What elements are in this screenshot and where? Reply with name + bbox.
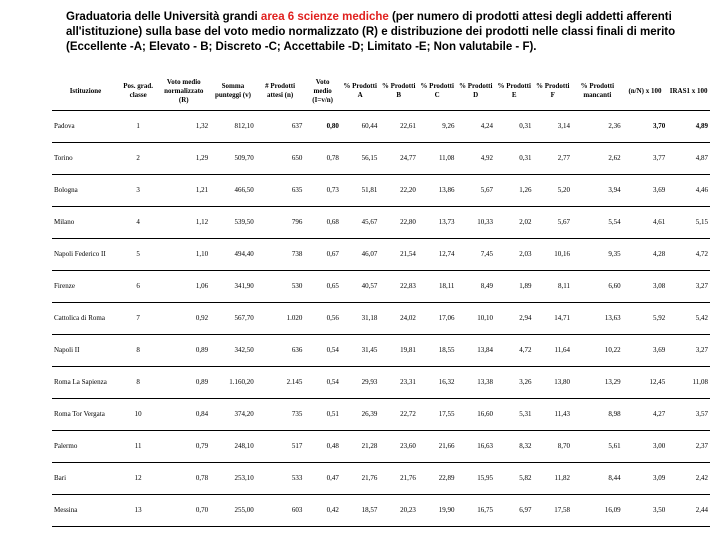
table-cell: 0,89 [157, 335, 210, 367]
table-cell: 5,82 [495, 463, 534, 495]
table-cell: 2,37 [667, 431, 710, 463]
table-cell: 738 [256, 239, 305, 271]
table-cell: 17,06 [418, 303, 457, 335]
table-cell: 8,49 [456, 271, 495, 303]
table-cell: 255,00 [210, 495, 256, 527]
table-cell: 3,00 [623, 431, 668, 463]
table-row [52, 143, 710, 175]
table-cell: 10,16 [533, 239, 572, 271]
table-cell: 21,76 [379, 463, 418, 495]
table-cell: 18,55 [418, 335, 457, 367]
table-cell: 0,78 [157, 463, 210, 495]
column-header: Pos. grad. classe [123, 82, 154, 99]
table-cell: 812,10 [210, 111, 256, 143]
institution-cell: Messina [52, 495, 119, 527]
table-cell: 7 [119, 303, 158, 335]
institution-cell: Torino [52, 143, 119, 175]
table-cell: 650 [256, 143, 305, 175]
table-cell: 0,42 [304, 495, 340, 527]
table-cell: 530 [256, 271, 305, 303]
table-cell: 8,11 [533, 271, 572, 303]
table-cell: 1 [119, 111, 158, 143]
table-cell: 4,28 [623, 239, 668, 271]
table-cell: 4,72 [495, 335, 534, 367]
table-row [52, 175, 710, 207]
table-cell: 11,64 [533, 335, 572, 367]
table-cell: 51,81 [341, 175, 380, 207]
table-cell: 2 [119, 143, 158, 175]
table-cell: 0,67 [304, 239, 340, 271]
table-cell: 636 [256, 335, 305, 367]
table-cell: 0,54 [304, 335, 340, 367]
page-title [66, 10, 711, 55]
table-cell: 13,38 [456, 367, 495, 399]
table-cell: 3,94 [572, 175, 623, 207]
column-header: Voto medio (I=v/n) [312, 77, 333, 104]
institution-cell: Milano [52, 207, 119, 239]
table-cell: 19,81 [379, 335, 418, 367]
table-cell: 18,11 [418, 271, 457, 303]
table-cell: 29,93 [341, 367, 380, 399]
table-cell: 13,29 [572, 367, 623, 399]
table-cell: 15,95 [456, 463, 495, 495]
table-cell: 26,39 [341, 399, 380, 431]
table-cell: 0,89 [157, 367, 210, 399]
table-row [52, 431, 710, 463]
table-cell: 0,80 [304, 111, 340, 143]
table-cell: 11,82 [533, 463, 572, 495]
table-cell: 2,36 [572, 111, 623, 143]
table-cell: 17,55 [418, 399, 457, 431]
table-cell: 13,63 [572, 303, 623, 335]
table-cell: 3,26 [495, 367, 534, 399]
table-cell: 3,09 [623, 463, 668, 495]
table-cell: 12 [119, 463, 158, 495]
table-cell: 1,32 [157, 111, 210, 143]
table-cell: 3,70 [623, 111, 668, 143]
table-cell: 0,84 [157, 399, 210, 431]
table-cell: 6 [119, 271, 158, 303]
table-cell: 0,47 [304, 463, 340, 495]
institution-cell: Bari [52, 463, 119, 495]
table-body [52, 111, 710, 527]
table-cell: 19,90 [418, 495, 457, 527]
table-cell: 0,54 [304, 367, 340, 399]
table-cell: 8,44 [572, 463, 623, 495]
table-cell: 5 [119, 239, 158, 271]
table-cell: 466,50 [210, 175, 256, 207]
table-cell: 22,83 [379, 271, 418, 303]
table-cell: 517 [256, 431, 305, 463]
table-cell: 11,08 [667, 367, 710, 399]
table-cell: 3,08 [623, 271, 668, 303]
table-cell: 2,02 [495, 207, 534, 239]
table-cell: 11 [119, 431, 158, 463]
institution-cell: Roma La Sapienza [52, 367, 119, 399]
table-cell: 4,72 [667, 239, 710, 271]
table-cell: 13,80 [533, 367, 572, 399]
table-cell: 23,31 [379, 367, 418, 399]
institution-cell: Cattolica di Roma [52, 303, 119, 335]
institution-cell: Padova [52, 111, 119, 143]
table-row [52, 335, 710, 367]
table-cell: 5,67 [533, 207, 572, 239]
table-cell: 8,32 [495, 431, 534, 463]
institution-cell: Napoli II [52, 335, 119, 367]
table-cell: 21,76 [341, 463, 380, 495]
column-header: (n/N) x 100 [628, 86, 662, 95]
table-cell: 16,75 [456, 495, 495, 527]
table-cell: 31,18 [341, 303, 380, 335]
table-row [52, 399, 710, 431]
column-header: % Prodotti E [497, 82, 531, 99]
table-cell: 2,94 [495, 303, 534, 335]
table-cell: 3,57 [667, 399, 710, 431]
column-header: % Prodotti mancanti [580, 82, 615, 99]
table-cell: 374,20 [210, 399, 256, 431]
table-cell: 1,29 [157, 143, 210, 175]
table-cell: 3,27 [667, 335, 710, 367]
table-cell: 46,07 [341, 239, 380, 271]
table-cell: 24,77 [379, 143, 418, 175]
table-cell: 8 [119, 335, 158, 367]
table-cell: 5,15 [667, 207, 710, 239]
table-cell: 342,50 [210, 335, 256, 367]
table-cell: 18,57 [341, 495, 380, 527]
table-row [52, 111, 710, 143]
table-cell: 5,20 [533, 175, 572, 207]
table-cell: 17,58 [533, 495, 572, 527]
table-cell: 22,72 [379, 399, 418, 431]
table-cell: 796 [256, 207, 305, 239]
table-cell: 5,31 [495, 399, 534, 431]
column-header: Istituzione [69, 86, 102, 95]
table-cell: 0,70 [157, 495, 210, 527]
table-cell: 12,45 [623, 367, 668, 399]
table-row [52, 271, 710, 303]
column-header: % Prodotti B [381, 82, 416, 99]
table-cell: 4,87 [667, 143, 710, 175]
table-cell: 3,77 [623, 143, 668, 175]
table-cell: 635 [256, 175, 305, 207]
table-cell: 0,48 [304, 431, 340, 463]
table-cell: 12,74 [418, 239, 457, 271]
table-cell: 603 [256, 495, 305, 527]
table-cell: 0,68 [304, 207, 340, 239]
table-row [52, 367, 710, 399]
table-cell: 1,26 [495, 175, 534, 207]
ranking-table-container [52, 72, 710, 514]
table-cell: 22,61 [379, 111, 418, 143]
ranking-table [52, 72, 710, 527]
table-cell: 8 [119, 367, 158, 399]
table-cell: 1,12 [157, 207, 210, 239]
table-cell: 1,06 [157, 271, 210, 303]
table-cell: 0,31 [495, 143, 534, 175]
table-cell: 23,60 [379, 431, 418, 463]
table-cell: 10 [119, 399, 158, 431]
table-cell: 533 [256, 463, 305, 495]
table-cell: 0,92 [157, 303, 210, 335]
title-part1: Graduatoria delle Università grandi [66, 11, 261, 23]
table-cell: 40,57 [341, 271, 380, 303]
table-cell: 539,50 [210, 207, 256, 239]
title-highlight: area 6 scienze mediche [260, 11, 389, 23]
table-cell: 4,27 [623, 399, 668, 431]
table-cell: 14,71 [533, 303, 572, 335]
table-cell: 22,20 [379, 175, 418, 207]
table-cell: 1,21 [157, 175, 210, 207]
table-row [52, 239, 710, 271]
table-cell: 0,31 [495, 111, 534, 143]
institution-cell: Palermo [52, 431, 119, 463]
table-cell: 1.020 [256, 303, 305, 335]
table-cell: 0,78 [304, 143, 340, 175]
table-cell: 4,89 [667, 111, 710, 143]
table-cell: 9,26 [418, 111, 457, 143]
table-cell: 567,70 [210, 303, 256, 335]
table-cell: 1,10 [157, 239, 210, 271]
table-cell: 3,69 [623, 175, 668, 207]
table-cell: 4,46 [667, 175, 710, 207]
table-cell: 4 [119, 207, 158, 239]
table-row [52, 207, 710, 239]
column-header: # Prodotti attesi (n) [265, 82, 296, 99]
table-cell: 10,33 [456, 207, 495, 239]
table-cell: 13 [119, 495, 158, 527]
table-cell: 4,24 [456, 111, 495, 143]
table-cell: 21,28 [341, 431, 380, 463]
table-cell: 3,27 [667, 271, 710, 303]
table-cell: 56,15 [341, 143, 380, 175]
table-cell: 8,98 [572, 399, 623, 431]
table-cell: 4,61 [623, 207, 668, 239]
table-cell: 16,60 [456, 399, 495, 431]
table-cell: 0,51 [304, 399, 340, 431]
table-cell: 13,73 [418, 207, 457, 239]
table-cell: 1.160,20 [210, 367, 256, 399]
table-cell: 253,10 [210, 463, 256, 495]
table-cell: 1,89 [495, 271, 534, 303]
table-cell: 5,61 [572, 431, 623, 463]
column-header: % Prodotti C [420, 82, 454, 99]
table-cell: 60,44 [341, 111, 380, 143]
table-cell: 10,22 [572, 335, 623, 367]
table-cell: 494,40 [210, 239, 256, 271]
table-cell: 7,45 [456, 239, 495, 271]
table-cell: 5,42 [667, 303, 710, 335]
table-cell: 3,69 [623, 335, 668, 367]
table-cell: 248,10 [210, 431, 256, 463]
table-cell: 11,43 [533, 399, 572, 431]
table-row [52, 495, 710, 527]
table-cell: 4,92 [456, 143, 495, 175]
table-cell: 735 [256, 399, 305, 431]
table-cell: 11,08 [418, 143, 457, 175]
table-cell: 8,70 [533, 431, 572, 463]
table-cell: 20,23 [379, 495, 418, 527]
table-cell: 21,66 [418, 431, 457, 463]
table-cell: 10,10 [456, 303, 495, 335]
table-cell: 9,35 [572, 239, 623, 271]
table-row [52, 303, 710, 335]
table-cell: 45,67 [341, 207, 380, 239]
institution-cell: Roma Tor Vergata [52, 399, 119, 431]
table-cell: 637 [256, 111, 305, 143]
table-cell: 13,84 [456, 335, 495, 367]
column-header: IRAS1 x 100 [669, 86, 708, 95]
table-cell: 3,50 [623, 495, 668, 527]
table-cell: 2,44 [667, 495, 710, 527]
column-header: % Prodotti A [343, 82, 377, 99]
table-cell: 16,63 [456, 431, 495, 463]
institution-cell: Napoli Federico II [52, 239, 119, 271]
table-cell: 3 [119, 175, 158, 207]
table-cell: 6,60 [572, 271, 623, 303]
column-header: Somma punteggi (v) [214, 82, 251, 99]
table-cell: 2,62 [572, 143, 623, 175]
table-cell: 2.145 [256, 367, 305, 399]
table-cell: 31,45 [341, 335, 380, 367]
title-part2: (per numero di prodotti attesi degli addetti afferenti all'istituzione) sulla base del voto medio normalizzato (R) e distribuzione dei prodotti nelle classi finali di merito (Eccellente -A; Elevato - B; Discreto -C; Accettabile -D; Limitato -E; Non valutabile - F). [66, 11, 676, 53]
institution-cell: Firenze [52, 271, 119, 303]
table-cell: 341,90 [210, 271, 256, 303]
table-cell: 0,65 [304, 271, 340, 303]
column-header: Voto medio normalizzato (R) [164, 77, 204, 104]
table-cell: 2,77 [533, 143, 572, 175]
table-cell: 509,70 [210, 143, 256, 175]
table-cell: 2,42 [667, 463, 710, 495]
institution-cell: Bologna [52, 175, 119, 207]
table-cell: 0,79 [157, 431, 210, 463]
table-cell: 0,73 [304, 175, 340, 207]
table-cell: 22,80 [379, 207, 418, 239]
table-cell: 22,89 [418, 463, 457, 495]
table-cell: 5,92 [623, 303, 668, 335]
table-cell: 6,97 [495, 495, 534, 527]
table-cell: 5,54 [572, 207, 623, 239]
table-cell: 16,32 [418, 367, 457, 399]
table-cell: 13,86 [418, 175, 457, 207]
column-header: % Prodotti D [458, 82, 493, 99]
table-row [52, 463, 710, 495]
header-row [52, 72, 710, 111]
column-header: % Prodotti F [535, 82, 570, 99]
table-cell: 0,56 [304, 303, 340, 335]
table-cell: 16,09 [572, 495, 623, 527]
table-cell: 3,14 [533, 111, 572, 143]
table-cell: 21,54 [379, 239, 418, 271]
table-cell: 5,67 [456, 175, 495, 207]
table-cell: 2,03 [495, 239, 534, 271]
table-cell: 24,02 [379, 303, 418, 335]
